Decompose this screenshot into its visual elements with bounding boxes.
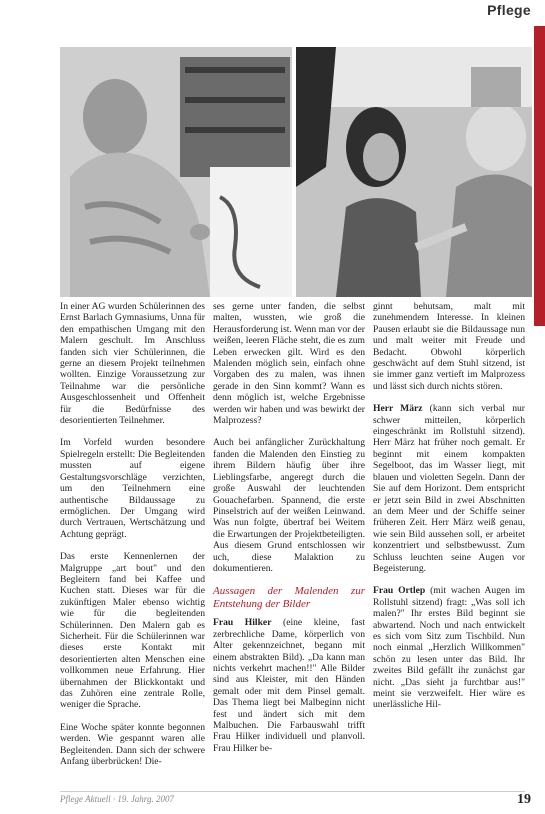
accent-bar xyxy=(534,26,545,326)
page-number: 19 xyxy=(517,792,531,807)
paragraph xyxy=(373,403,525,574)
paragraph: Im Vorfeld wurden besondere Spielregeln erstellt: Die Begleitenden mussten auf eigene Gestaltungsvorschläge verzichten, um den Teilnehmern eine authentische Bildaussage zu ermöglichen. Der Umgang wird durch Vertrauen, Wertschätzung und Achtung geprägt. xyxy=(60,437,205,540)
paragraph-text: (kann sich verbal nur schwer mitteilen, körperlich eingeschränkt im Rollstuhl sitzend). Herr März hat früher noch gemalt. Er beginnt mit einem kompakten Segelboot, das im Wasser liegt, mit blauen und violetten Segeln. Dann der Sie auf dem Horizont. Dem entspricht er jetzt sein Bild in zwei Abschnitten an dem Meer und der Schiffe seiner früheren Zeit. Herr März weiß genau, wie sein Bild aussehen soll, er arbeitet konzentriert und selbstbewusst. Zum Schluss leuchten seine Augen vor Begeisterung. xyxy=(373,403,525,574)
paragraph: Auch bei anfänglicher Zurückhaltung fanden die Malenden den Einstieg zu ihrem Bildern häufig über ihre Lieblingsfarbe, angeregt durch die große Auswahl der leuchtenden Gouachefarben. Spannend, die erste Pinselstrich auf der weißen Leinwand. Was nun folgte, übertraf bei Weitem die Erwartungen der Projektbeteiligten. Aus diesem Grund entschlossen wir uch, diese Malaktion zu dokumentieren. xyxy=(213,437,365,574)
text-column-3 xyxy=(373,301,525,722)
paragraph: Eine Woche später konnte begonnen werden. Wie gespannt waren alle Begleitenden. Dann sich der schwere Anfang überbrücken! Die- xyxy=(60,721,205,768)
speaker-name: Herr März xyxy=(373,403,423,415)
photo-painting-woman xyxy=(60,47,292,297)
speaker-name: Frau Hilker xyxy=(213,617,272,629)
paragraph-text: ginnt behutsam, malt mit zunehmendem Interesse. In kleinen Pausen erlaubt sie die Bildaussage nun und malt weiter mit Freude und Bedacht. Obwohl körperlich geschwächt auf dem Stuhl sitzend, ist sie immer ganz vertieft im Malprozess und lässt sich durch nichts stören. xyxy=(373,301,525,392)
footer-rule xyxy=(60,791,525,792)
photo-painting-group xyxy=(296,47,532,297)
text-column-1 xyxy=(60,301,205,778)
page-header xyxy=(0,0,545,26)
publication-info: Pflege Aktuell · 19. Jahrg. 2007 xyxy=(60,794,174,804)
paragraph: ses gerne unter fanden, die selbst malten, wussten, wie groß die Herausforderung ist. Wenn man vor der weißen, leeren Fläche steht, die es zum Leben erwecken gilt. Wird es den Malenden möglich sein, einfach ohne Vorgaben des zu malen, was ihnen gerade in den Sinn kommt? Wann es denn möglich ist, welche Ergebnisse werden wir haben und was bewirkt der Malprozess? xyxy=(213,301,365,427)
paragraph xyxy=(373,585,525,710)
text-column-2 xyxy=(213,301,365,765)
paragraph: Das erste Kennenlernen der Malgruppe „art bout" und den Begleitern fand bei Kaffee und Kuchen statt. Dieses war für die zukünftigen Maler ebenso wichtig wie für die begleitenden Schülerinnen. Den Malern gab es Sicherheit. Für die Schülerinnen war dieses erste Kontakt mit desorientierten alten Menschen eine vollkommen neue Erfahrung. Hier übernahmen der Blickkontakt und das Zuhören eine zentrale Rolle, weniger die Sprache. xyxy=(60,551,205,711)
paragraph xyxy=(373,301,525,392)
subheading: Aussagen der Malenden zur Entstehung der Bilder xyxy=(213,585,365,611)
paragraph xyxy=(213,617,365,754)
section-label: Pflege xyxy=(487,2,531,18)
paragraph: In einer AG wurden Schülerinnen des Ernst Barlach Gymnasiums, Unna für den empathischen Umgang mit den Malern geschult. Im Anschluss fanden sich vier Schülerinnen, die gerne an diesem Projekt teilnehmen wollten. Einzige Voraussetzung zur Teilnahme war die persönliche Ausgeschlossenheit und Offenheit für die Bedürfnisse des desorientierten Teilnehmer. xyxy=(60,301,205,427)
paragraph-text: (mit wachen Augen im Rollstuhl sitzend) fragt: „Was soll ich malen?" Ihr erstes Bild beginnt sie abwartend. Noch und nach entwickelt es sich vom Sitz zum Tischbild. Nun noch einmal „Herzlich Willkommen" schön zu lesen unter das Bild. Ihr zweites Bild gefällt ihr zunächst gar nicht. „Das sieht ja furchtbar aus!" meint sie verzweifelt. Hier wäre es unerlässliche Hil- xyxy=(373,585,525,711)
speaker-name: Frau Ortlep xyxy=(373,585,426,597)
paragraph-text: (eine kleine, fast zerbrechliche Dame, körperlich von Alter gekennzeichnet, begann mit einem abstrakten Bild). „Da kann man nichts verkehrt machen!!" Alle Bilder sind aus Kleister, mit den Händen gemalt oder mit dem Pinsel gemalt. Das Thema liegt bei Malbeginn nicht fest und ändert sich mit dem Malbuchen. Die Farbauswahl trifft Frau Hilker individuell und planvoll. Frau Hilker be- xyxy=(213,617,365,754)
